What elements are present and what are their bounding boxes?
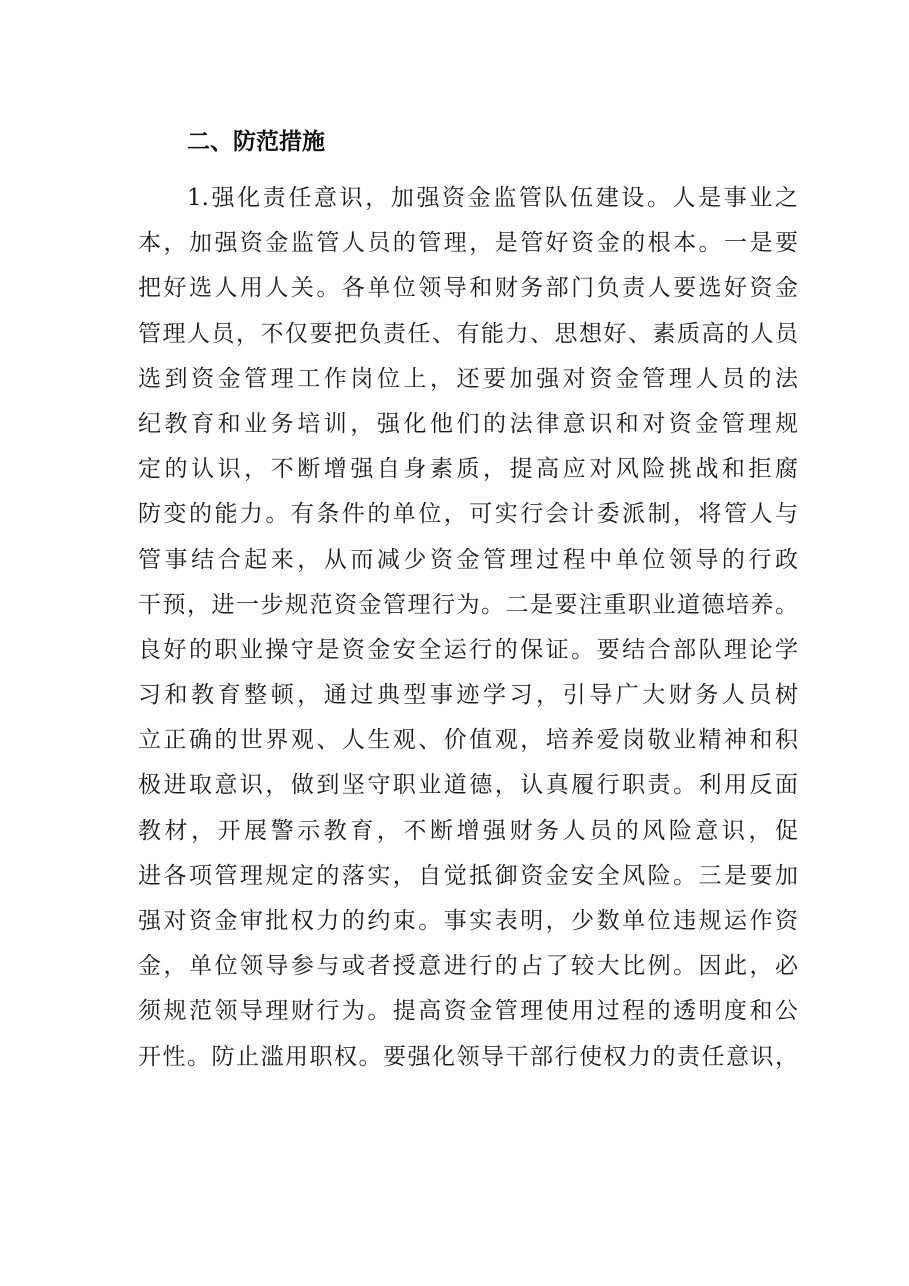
text-line: 本，加强资金监管人员的管理，是管好资金的根本。一是要 (138, 230, 798, 257)
text-line: 习和教育整顿，通过典型事迹学习，引导广大财务人员树 (138, 682, 798, 709)
text-line: 干预，进一步规范资金管理行为。二是要注重职业道德培养。 (138, 591, 798, 618)
text-line: 教材，开展警示教育，不断增强财务人员的风险意识，促 (138, 817, 798, 844)
text-line: 把好选人用人关。各单位领导和财务部门负责人要选好资金 (138, 275, 798, 302)
text-line: 强对资金审批权力的约束。事实表明，少数单位违规运作资 (138, 908, 798, 934)
text-line: 开性。防止滥用职权。要强化领导干部行使权力的责任意识， (138, 1043, 798, 1070)
text-line: 1.强化责任意识，加强资金监管队伍建设。人是事业之 (187, 185, 798, 211)
text-line: 金，单位领导参与或者授意进行的占了较大比例。因此，必 (138, 953, 798, 980)
text-line: 立正确的世界观、人生观、价值观，培养爱岗敬业精神和积 (138, 727, 798, 754)
text-line: 选到资金管理工作岗位上，还要加强对资金管理人员的法 (138, 365, 798, 392)
text-line: 管理人员，不仅要把负责任、有能力、思想好、素质高的人员 (138, 320, 798, 347)
text-line: 进各项管理规定的落实，自觉抵御资金安全风险。三是要加 (138, 862, 798, 889)
text-line: 定的认识，不断增强自身素质，提高应对风险挑战和拒腐 (138, 456, 798, 483)
text-line: 纪教育和业务培训，强化他们的法律意识和对资金管理规 (138, 410, 798, 437)
text-line: 良好的职业操守是资金安全运行的保证。要结合部队理论学 (138, 636, 798, 663)
text-line: 须规范领导理财行为。提高资金管理使用过程的透明度和公 (138, 998, 798, 1025)
text-line: 防变的能力。有条件的单位，可实行会计委派制，将管人与 (138, 501, 798, 528)
section-heading: 二、防范措施 (187, 129, 325, 155)
body-paragraph (138, 176, 798, 1080)
text-line: 管事结合起来，从而减少资金管理过程中单位领导的行政 (138, 546, 798, 573)
text-line: 极进取意识，做到坚守职业道德，认真履行职责。利用反面 (138, 772, 798, 799)
